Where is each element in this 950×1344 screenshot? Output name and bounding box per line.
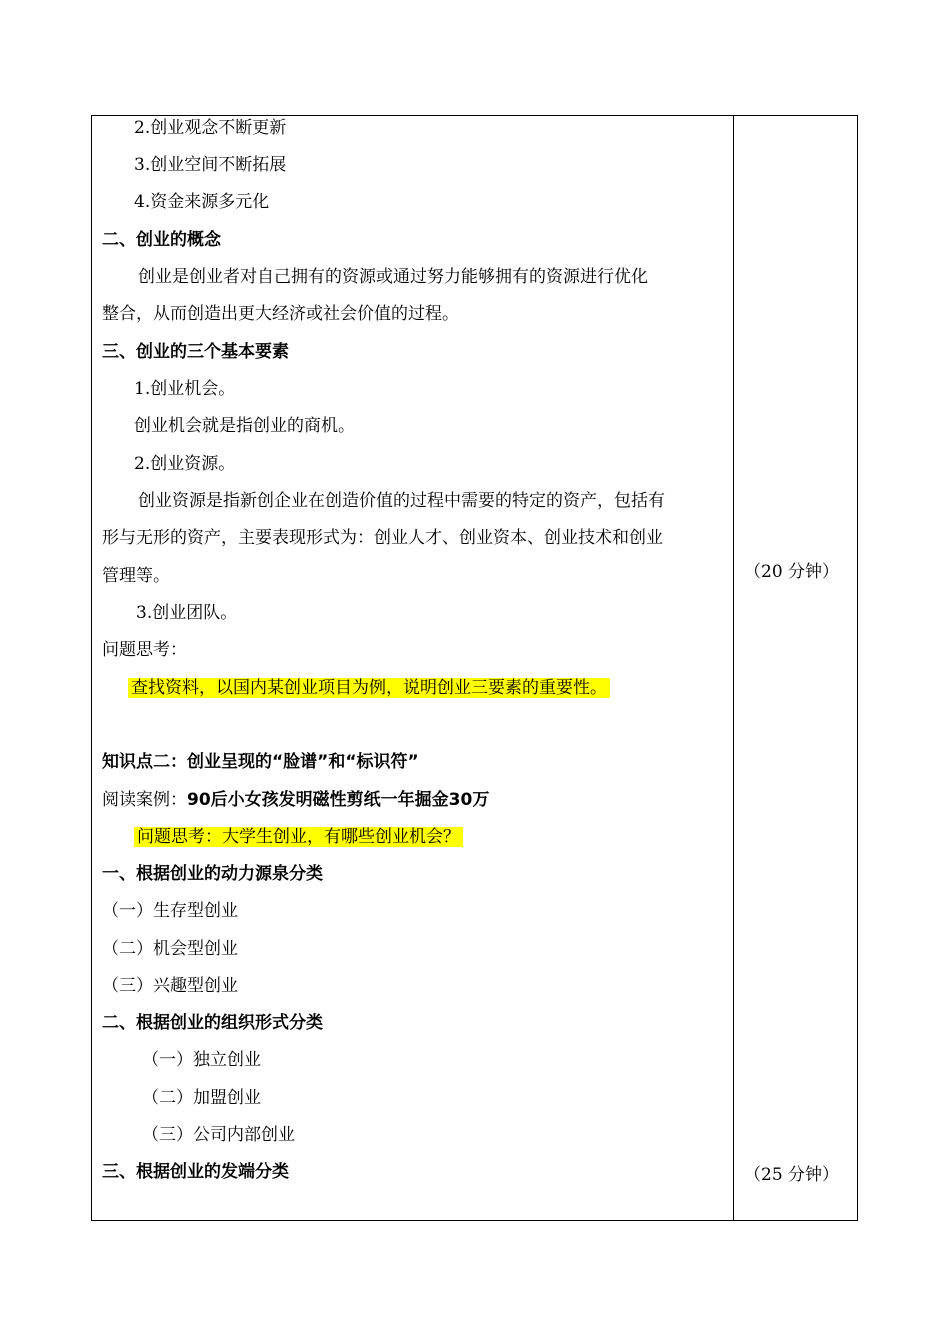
heading-motivation: 一、根据创业的动力源泉分类 [102, 864, 323, 884]
question-label: 问题思考： [102, 640, 187, 660]
case-label: 阅读案例： [102, 790, 187, 810]
time-20-min: （20 分钟） [744, 562, 840, 582]
element-1-desc: 创业机会就是指创业的商机。 [134, 416, 355, 436]
trend-3: 3.创业空间不断拓展 [134, 155, 287, 175]
resource-text-3: 管理等。 [102, 566, 170, 586]
motivation-1: （一）生存型创业 [102, 901, 238, 921]
element-1: 1.创业机会。 [134, 379, 236, 399]
trend-4: 4.资金来源多元化 [134, 192, 270, 212]
time-25-min: （25 分钟） [744, 1165, 840, 1185]
column-divider [733, 115, 734, 1221]
knowledge-point-2: 知识点二：创业呈现的“脸谱”和“标识符” [102, 752, 419, 772]
case-reading [102, 788, 489, 812]
element-2: 2.创业资源。 [134, 454, 236, 474]
concept-text-1: 创业是创业者对自己拥有的资源或通过努力能够拥有的资源进行优化 [138, 267, 648, 287]
organization-1: （一）独立创业 [142, 1050, 261, 1070]
case-title: 90后小女孩发明磁性剪纸一年掘金30万 [187, 790, 490, 810]
concept-text-2: 整合，从而创造出更大经济或社会价值的过程。 [102, 304, 459, 324]
resource-text-1: 创业资源是指新创企业在创造价值的过程中需要的特定的资产，包括有 [138, 491, 665, 511]
trend-2: 2.创业观念不断更新 [134, 118, 287, 138]
motivation-2: （二）机会型创业 [102, 939, 238, 959]
heading-origin: 三、根据创业的发端分类 [102, 1162, 289, 1182]
resource-text-2: 形与无形的资产，主要表现形式为：创业人才、创业资本、创业技术和创业 [102, 528, 663, 548]
highlighted-question-2 [134, 825, 463, 849]
element-3: 3.创业团队。 [136, 603, 238, 623]
heading-concept: 二、创业的概念 [102, 230, 221, 250]
organization-2: （二）加盟创业 [142, 1088, 261, 1108]
motivation-3: （三）兴趣型创业 [102, 976, 238, 996]
highlighted-question-1 [128, 676, 610, 700]
highlight-text-1: 查找资料，以国内某创业项目为例，说明创业三要素的重要性。 [128, 678, 610, 698]
heading-elements: 三、创业的三个基本要素 [102, 342, 289, 362]
highlight-text-2: 问题思考：大学生创业，有哪些创业机会？ [134, 827, 463, 847]
heading-organization: 二、根据创业的组织形式分类 [102, 1013, 323, 1033]
organization-3: （三）公司内部创业 [142, 1125, 295, 1145]
